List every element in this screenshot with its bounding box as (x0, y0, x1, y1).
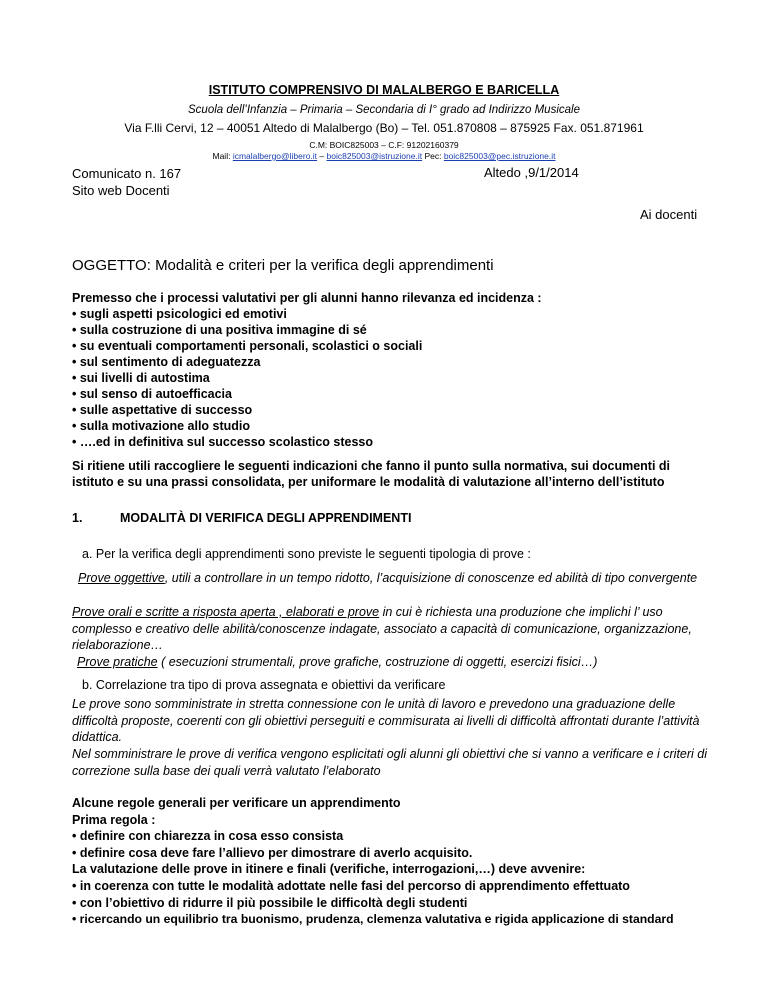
item-b-paragraph-2: Nel somministrare le prove di verifica vengono esplicitati ogli alunni gli obiettivi che si vanno a verificare e i criteri di correzione sulla base dei quali verrà valutato l’elaborato (72, 747, 708, 778)
evaluation-bullet: • ricercando un equilibrio tra buonismo, prudenza, clemenza valutativa e rigida applicazione di standard (72, 912, 674, 927)
rules-block (72, 795, 732, 928)
section-1-heading (72, 511, 411, 525)
prove-aperte-title: Prove orali e scritte a risposta aperta , elaborati e prove (72, 605, 380, 619)
school-address: Via F.lli Cervi, 12 – 40051 Altedo di Malalbergo (Bo) – Tel. 051.870808 – 875925 Fax. 051.871961 (124, 121, 644, 135)
premise-bullet: • sugli aspetti psicologici ed emotivi (72, 307, 287, 321)
communication-channel: Sito web Docenti (72, 183, 170, 198)
premise-bullet: • sulla costruzione di una positiva immagine di sé (72, 323, 367, 337)
communication-info (72, 165, 181, 199)
section-1-title: MODALITÀ DI VERIFICA DEGLI APPRENDIMENTI (120, 511, 412, 525)
pec-label: Pec: (422, 151, 442, 161)
premise-block (72, 290, 712, 450)
mail-label: Mail: (212, 151, 231, 161)
premise-intro: Premesso che i processi valutativi per gli alunni hanno rilevanza ed incidenza : (72, 291, 542, 305)
mail-link-istruzione[interactable]: boic825003@istruzione.it (326, 151, 423, 161)
recipient: Ai docenti (640, 207, 698, 222)
prove-pratiche-title: Prove pratiche (77, 655, 158, 670)
rule-bullet: • definire con chiarezza in cosa esso consista (72, 829, 344, 844)
school-mail-line (0, 151, 768, 161)
premise-bullet: • sul senso di autoefficacia (72, 387, 232, 401)
item-b-label: b. Correlazione tra tipo di prova assegnata e obiettivi da verificare (82, 678, 446, 692)
premise-bullet: • sul sentimento di adeguatezza (72, 355, 261, 369)
communication-number: Comunicato n. 167 (72, 166, 182, 181)
school-codes: C.M: BOIC825003 – C.F: 91202160379 (309, 140, 459, 150)
prove-aperte-text: in cui è richiesta una produzione che implichi l’ uso complesso e creativo delle abilità/conoscenze indagate, associato a capacità di comunicazione, organizzazione, rielaborazione… (72, 605, 692, 653)
premise-bullet: • su eventuali comportamenti personali, scolastici o sociali (72, 339, 423, 353)
prove-pratiche-text: ( esecuzioni strumentali, prove grafiche, costruzione di oggetti, esercizi fisici…) (157, 655, 598, 670)
rules-heading: Alcune regole generali per verificare un apprendimento (72, 796, 401, 810)
mail-separator: – (317, 151, 327, 161)
item-b-paragraph-1: Le prove sono somministrate in stretta connessione con le unità di lavoro e prevedono una graduazione delle difficoltà proposte, coerenti con gli obiettivi perseguiti e commisurata ai livelli di difficoltà affrontati durante l’attività didattica. (72, 697, 700, 745)
ritiene-paragraph: Si ritiene utili raccogliere le seguenti indicazioni che fanno il punto sulla normativa, sui documenti di istituto e su una prassi consolidata, per uniformare le modalità di valutazione all’interno dell’istituto (72, 459, 671, 489)
evaluation-intro: La valutazione delle prove in itinere e finali (verifiche, interrogazioni,…) deve avvenire: (72, 862, 586, 877)
place-date: Altedo ,9/1/2014 (484, 165, 579, 180)
evaluation-bullet: • con l’obiettivo di ridurre il più possibile le difficoltà degli studenti (72, 895, 468, 910)
item-b-text (72, 696, 712, 780)
section-1-number: 1. (72, 511, 83, 525)
school-name: ISTITUTO COMPRENSIVO DI MALALBERGO E BARICELLA (208, 83, 560, 97)
prova-oggettive-title: Prove oggettive (78, 571, 165, 585)
evaluation-bullet: • in coerenza con tutte le modalità adottate nelle fasi del percorso di apprendimento effettuato (72, 878, 630, 893)
school-levels: Scuola dell’Infanzia – Primaria – Secondaria di I° grado ad Indirizzo Musicale (188, 104, 580, 116)
prova-oggettive-text: , utili a controllare in un tempo ridotto, l’acquisizione di conoscenze ed abilità di tipo convergente (164, 571, 698, 585)
mail-link-pec[interactable]: boic825003@pec.istruzione.it (443, 151, 556, 161)
premise-bullet: • ….ed in definitiva sul successo scolastico stesso (72, 435, 374, 449)
prove-aperte (72, 604, 712, 671)
first-rule-label: Prima regola : (72, 812, 156, 827)
premise-bullet: • sui livelli di autostima (72, 371, 210, 385)
item-a-label: a. Per la verifica degli apprendimenti sono previste le seguenti tipologia di prove : (82, 547, 531, 561)
prova-oggettive (78, 570, 710, 587)
mail-link-libero[interactable]: icmalalbergo@libero.it (232, 151, 318, 161)
premise-bullet: • sulla motivazione allo studio (72, 419, 251, 433)
rule-bullet: • definire cosa deve fare l’allievo per dimostrare di averlo acquisito. (72, 845, 473, 860)
subject-line: OGGETTO: Modalità e criteri per la verifica degli apprendimenti (72, 257, 494, 274)
premise-bullet: • sulle aspettative di successo (72, 403, 253, 417)
